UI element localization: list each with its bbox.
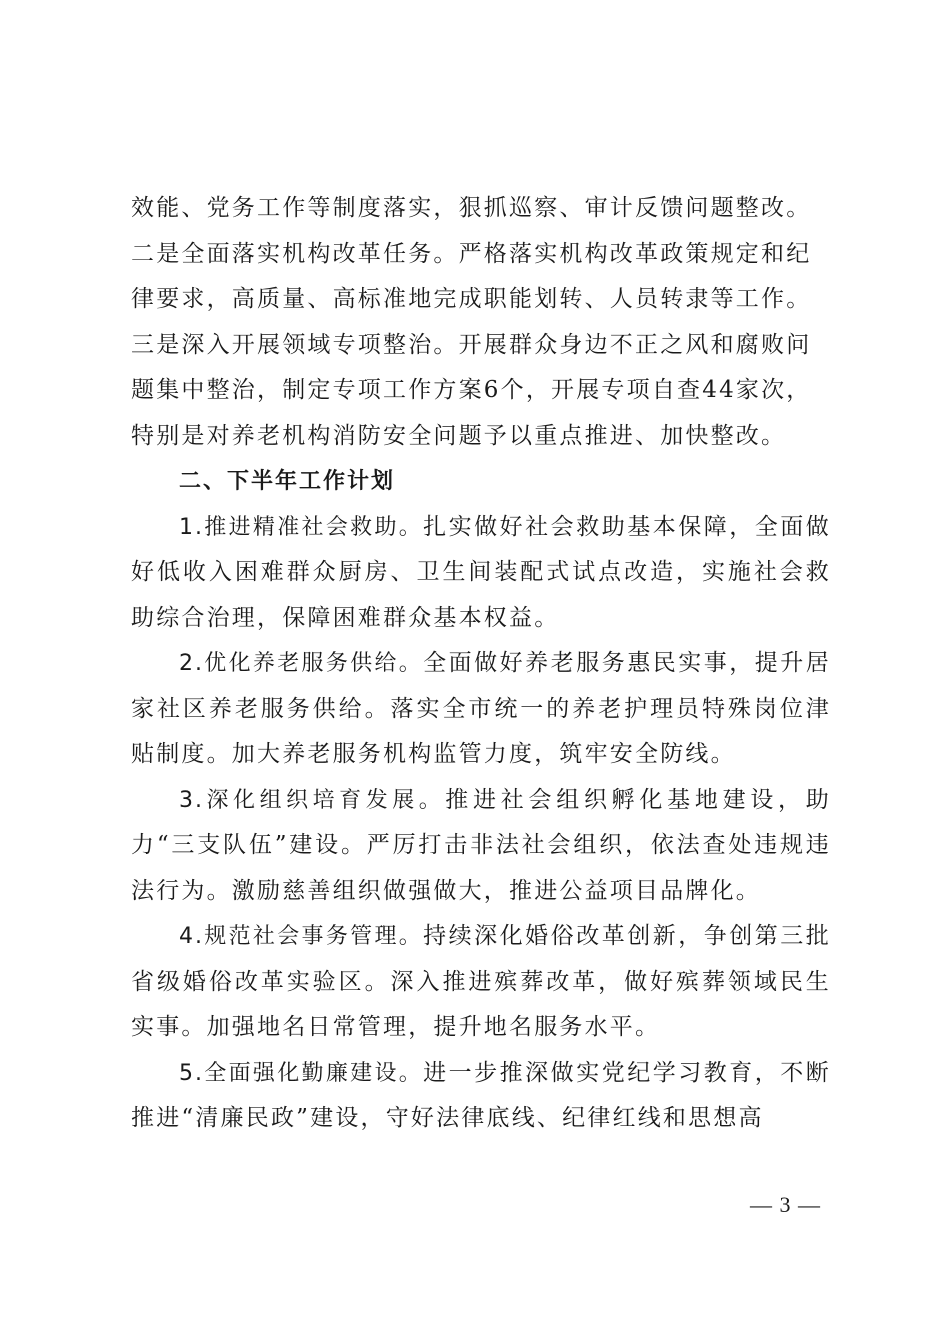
section-heading: 二、下半年工作计划: [179, 469, 396, 494]
plan-item-3-text: 推进社会组织孵化基地建设，助力“三支队伍”建设。严厉打击非法社会组织，依法查处违规违法行为。激励慈善组织做强做大，推进公益项目品牌化。: [131, 786, 831, 904]
plan-item-1: [131, 505, 831, 642]
intro-line-6: 特别是对养老机构消防安全问题予以重点推进、加快整改。: [131, 422, 787, 449]
page-number: — 3 —: [750, 1192, 821, 1217]
plan-item-2: [131, 641, 831, 778]
plan-item-3-title: 3.深化组织培育发展。: [179, 787, 446, 813]
plan-item-4-title: 4.规范社会事务管理。: [179, 924, 424, 949]
intro-line-5: 题集中整治，制定专项工作方案6个，开展专项自查44家次，: [131, 377, 812, 403]
plan-item-1-text: 扎实做好社会救助基本保障，全面做好低收入困难群众厨房、卫生间装配式试点改造，实施社会救助综合治理，保障困难群众基本权益。: [131, 513, 832, 631]
intro-line-1: 效能、党务工作等制度落实，狠抓巡察、审计反馈问题整改。: [131, 195, 812, 221]
intro-line-2: 二是全面落实机构改革任务。严格落实机构改革政策规定和纪: [131, 240, 812, 267]
plan-item-5: [131, 1051, 831, 1142]
plan-item-5-text: 进一步推深做实党纪学习教育，不断推进“清廉民政”建设，守好法律底线、纪律红线和思想高: [131, 1059, 832, 1131]
plan-item-3: [131, 778, 831, 915]
plan-item-2-title: 2.优化养老服务供给。: [179, 651, 424, 676]
document-body: [131, 186, 831, 1142]
plan-item-4-text: 持续深化婚俗改革创新，争创第三批省级婚俗改革实验区。深入推进殡葬改革，做好殡葬领域民生实事。加强地名日常管理，提升地名服务水平。: [131, 923, 832, 1040]
plan-item-2-text: 全面做好养老服务惠民实事，提升居家社区养老服务供给。落实全市统一的养老护理员特殊岗位津贴制度。加大养老服务机构监管力度，筑牢安全防线。: [131, 650, 832, 767]
plan-item-4: [131, 914, 831, 1051]
plan-item-5-title: 5.全面强化勤廉建设。: [179, 1060, 424, 1086]
intro-line-4: 三是深入开展领域专项整治。开展群众身边不正之风和腐败问: [131, 331, 812, 358]
intro-line-3: 律要求，高质量、高标准地完成职能划转、人员转隶等工作。: [131, 286, 812, 312]
plan-item-1-title: 1.推进精准社会救助。: [179, 514, 424, 540]
intro-paragraph: [131, 186, 831, 459]
